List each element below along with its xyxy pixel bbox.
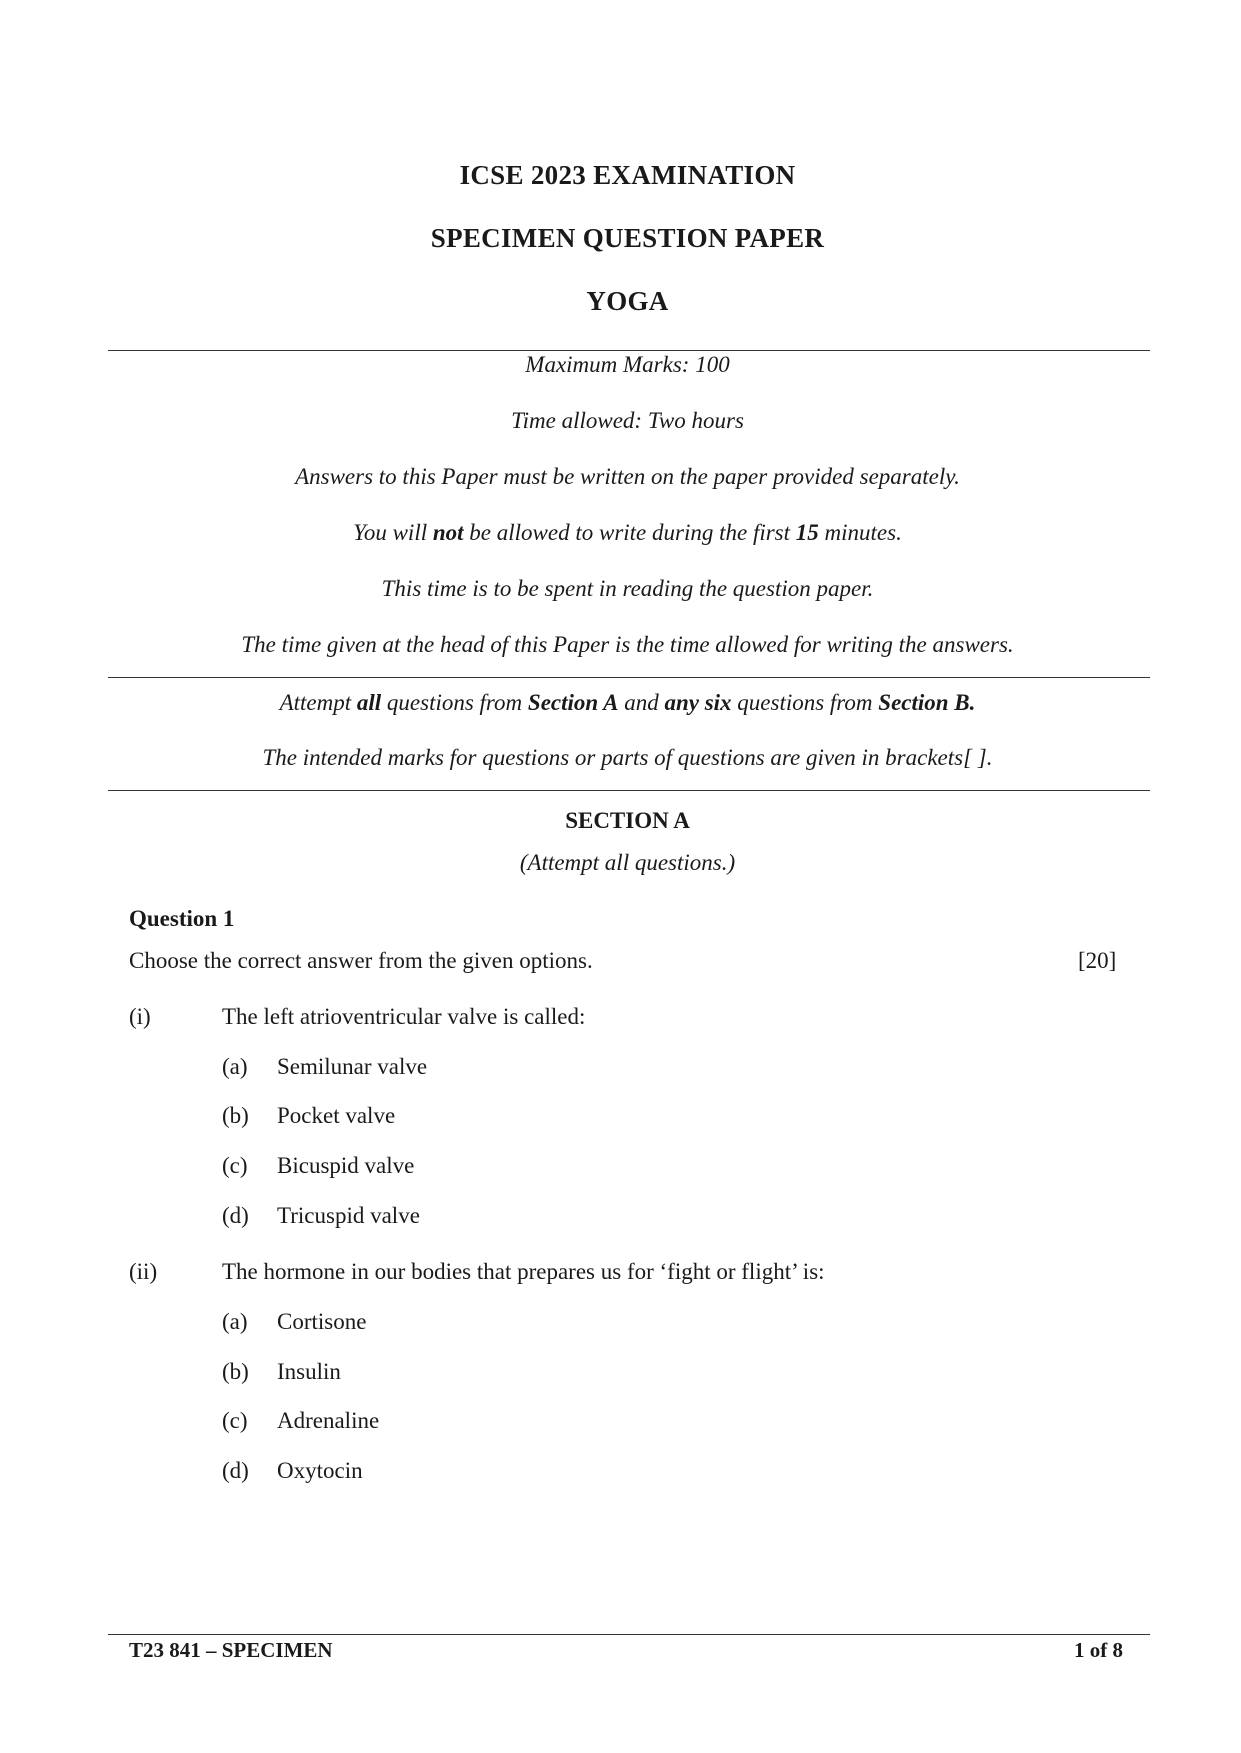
option-text: Insulin bbox=[277, 1359, 341, 1384]
option-text: Tricuspid valve bbox=[277, 1203, 420, 1228]
question-1-prompt: Choose the correct answer from the given options. bbox=[129, 948, 593, 973]
option-text: Pocket valve bbox=[277, 1103, 396, 1128]
section-divider bbox=[108, 790, 1150, 791]
option-text: Oxytocin bbox=[277, 1458, 363, 1483]
part-question: The hormone in our bodies that prepares us for ‘fight or flight’ is: bbox=[222, 1259, 825, 1284]
option-label: (a) bbox=[222, 1054, 248, 1079]
header-divider bbox=[108, 350, 1150, 351]
subject-title: YOGA bbox=[586, 286, 669, 316]
section-a-title: SECTION A bbox=[565, 808, 690, 833]
option-label: (c) bbox=[222, 1153, 248, 1178]
option-text: Semilunar valve bbox=[277, 1054, 428, 1079]
part-question: The left atrioventricular valve is called: bbox=[222, 1004, 586, 1029]
option-label: (a) bbox=[222, 1309, 248, 1334]
page-number: 1 of 8 bbox=[1074, 1638, 1123, 1662]
question-1-heading: Question 1 bbox=[129, 906, 235, 931]
option-label: (b) bbox=[222, 1103, 249, 1128]
option-text: Adrenaline bbox=[277, 1408, 380, 1433]
not-allowed-note: You will not be allowed to write during the first 15 minutes. bbox=[353, 520, 902, 545]
section-a-subtitle: (Attempt all questions.) bbox=[519, 850, 736, 875]
question-1-marks: [20] bbox=[1078, 948, 1117, 973]
exam-title: ICSE 2023 EXAMINATION bbox=[459, 160, 796, 190]
time-given-note: The time given at the head of this Paper is the time allowed for writing the answers. bbox=[241, 632, 1014, 657]
reading-time-note: This time is to be spent in reading the question paper. bbox=[381, 576, 874, 601]
answers-note: Answers to this Paper must be written on the paper provided separately. bbox=[295, 464, 960, 489]
time-allowed: Time allowed: Two hours bbox=[511, 408, 744, 433]
instructions-divider bbox=[108, 677, 1150, 678]
part-number: (ii) bbox=[129, 1259, 158, 1284]
part-number: (i) bbox=[129, 1004, 151, 1029]
option-label: (c) bbox=[222, 1408, 248, 1433]
option-label: (d) bbox=[222, 1203, 249, 1228]
max-marks: Maximum Marks: 100 bbox=[525, 352, 730, 377]
option-label: (b) bbox=[222, 1359, 249, 1384]
paper-code: T23 841 – SPECIMEN bbox=[129, 1638, 333, 1662]
option-label: (d) bbox=[222, 1458, 249, 1483]
footer-divider bbox=[108, 1634, 1150, 1635]
attempt-note: Attempt all questions from Section A and any six questions from Section B. bbox=[279, 690, 976, 715]
marks-note: The intended marks for questions or parts of questions are given in brackets[ ]. bbox=[262, 745, 993, 770]
option-text: Bicuspid valve bbox=[277, 1153, 415, 1178]
paper-title: SPECIMEN QUESTION PAPER bbox=[430, 223, 825, 253]
option-text: Cortisone bbox=[277, 1309, 367, 1334]
